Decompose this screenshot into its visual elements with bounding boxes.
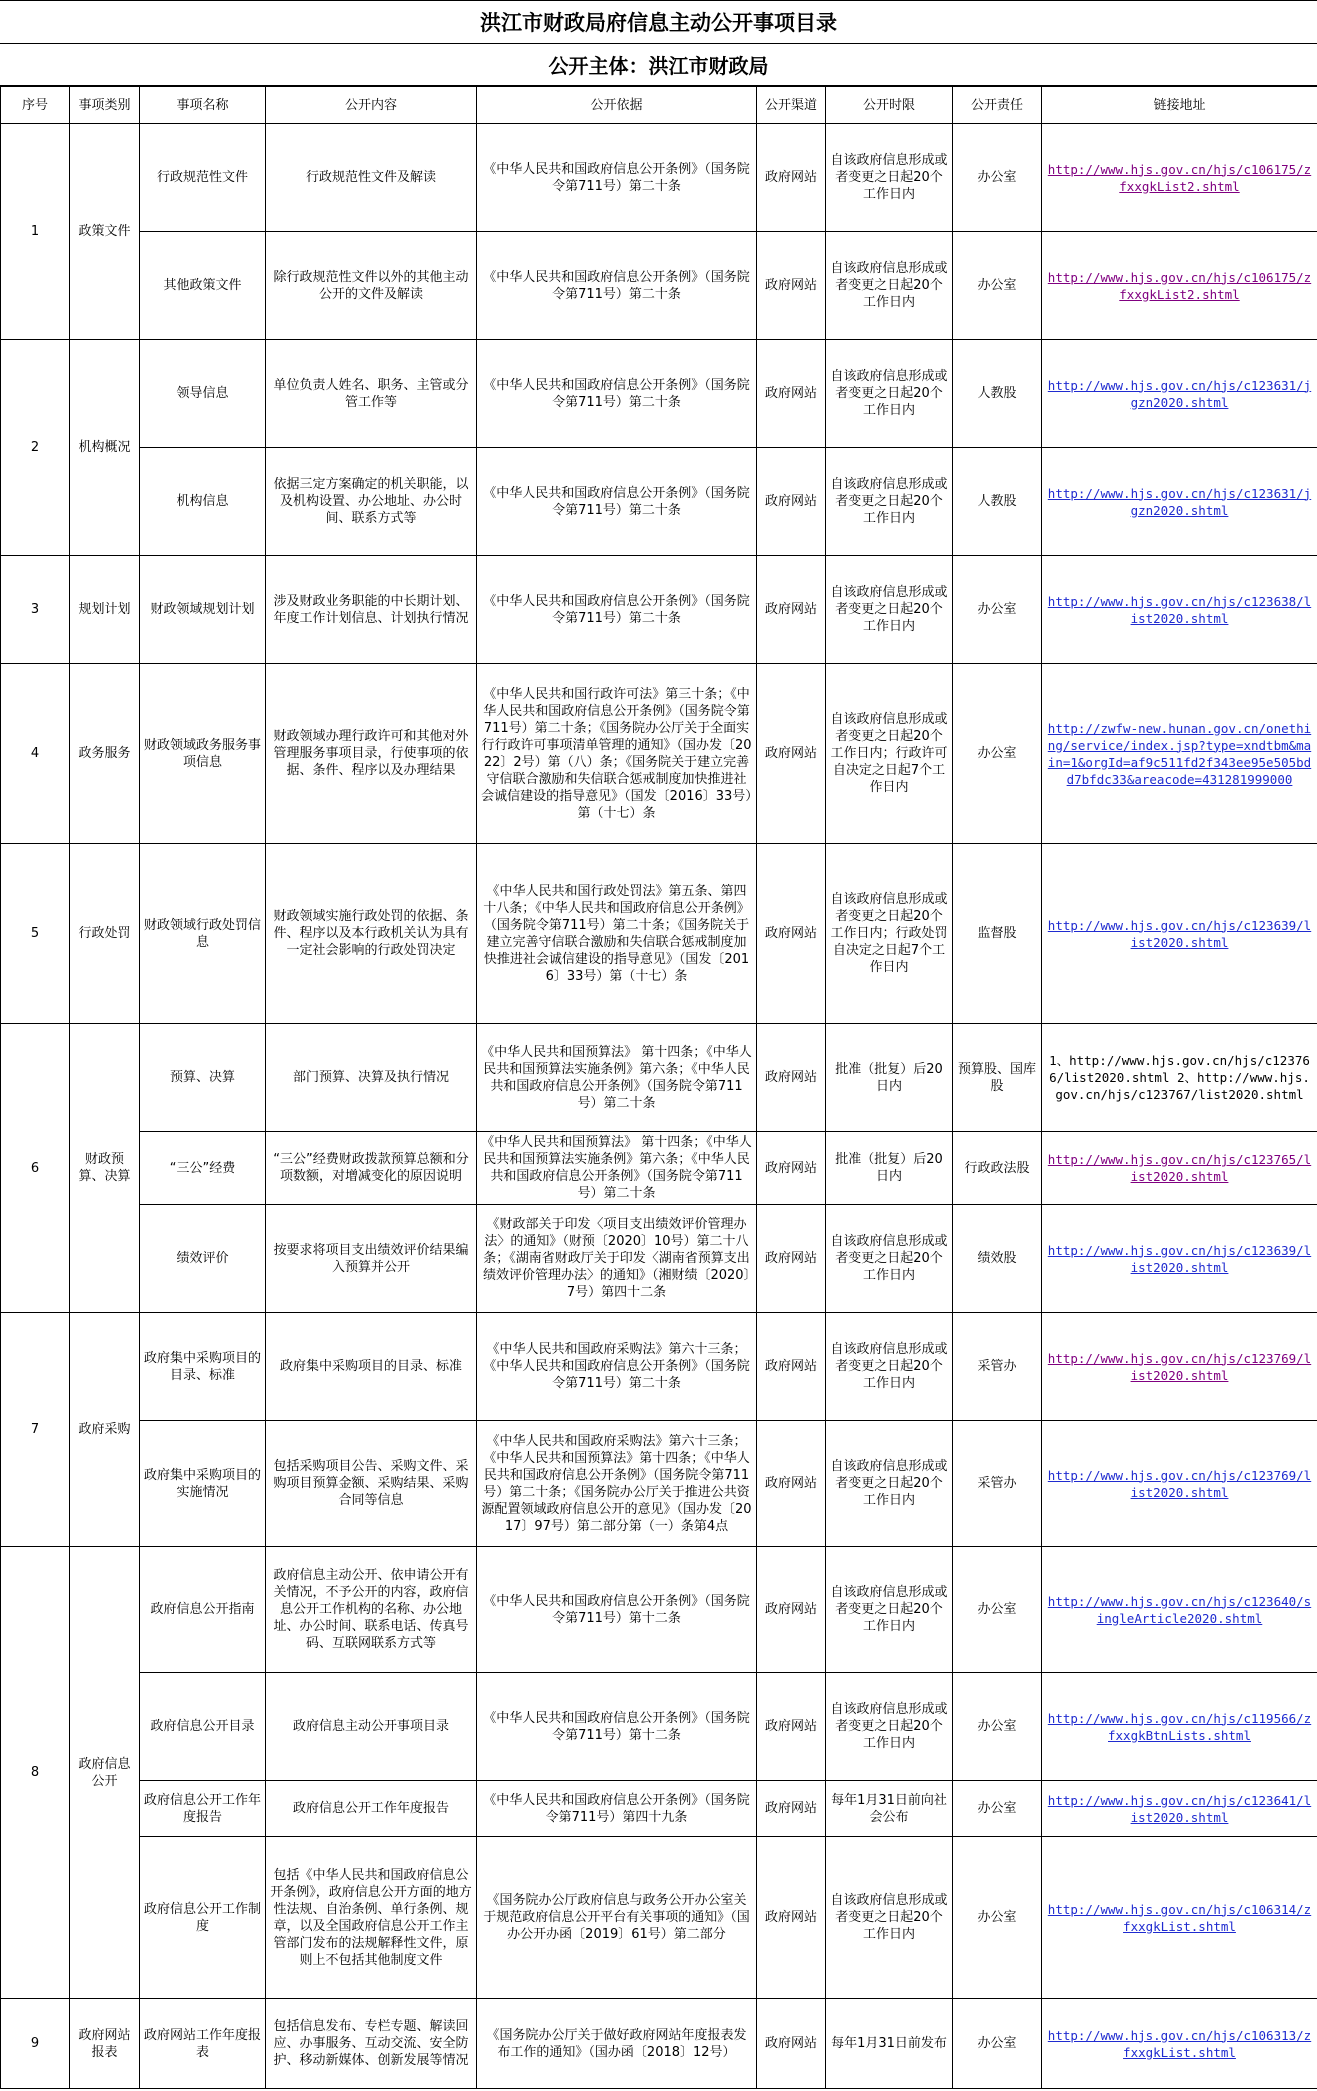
item-name: 政府信息公开目录 xyxy=(140,1673,266,1781)
header-row xyxy=(1,87,1317,124)
item-link-cell xyxy=(1042,844,1317,1024)
item-responsibility: 绩效股 xyxy=(953,1205,1042,1313)
row-category: 财政预算、决算 xyxy=(70,1024,140,1313)
item-channel: 政府网站 xyxy=(757,1205,826,1313)
item-time-limit: 自该政府信息形成或者变更之日起20个工作日内 xyxy=(826,232,953,340)
item-content: 除行政规范性文件以外的其他主动公开的文件及解读 xyxy=(266,232,477,340)
item-link[interactable]: http://www.hjs.gov.cn/hjs/c106313/zfxxgkList.shtml xyxy=(1047,2027,1312,2060)
item-content: 政府信息主动公开事项目录 xyxy=(266,1673,477,1781)
header-content: 公开内容 xyxy=(266,87,477,124)
header-channel: 公开渠道 xyxy=(757,87,826,124)
item-channel: 政府网站 xyxy=(757,1313,826,1421)
item-channel: 政府网站 xyxy=(757,340,826,448)
table-row xyxy=(1,448,1317,556)
header-no: 序号 xyxy=(1,87,70,124)
item-link-cell xyxy=(1042,1024,1317,1132)
item-name: 财政领域行政处罚信息 xyxy=(140,844,266,1024)
item-responsibility: 办公室 xyxy=(953,556,1042,664)
item-link-cell xyxy=(1042,1205,1317,1313)
row-no: 5 xyxy=(1,844,70,1024)
item-name: 机构信息 xyxy=(140,448,266,556)
item-name: 政府信息公开工作制度 xyxy=(140,1837,266,1999)
item-link[interactable]: http://www.hjs.gov.cn/hjs/c119566/zfxxgkBtnLists.shtml xyxy=(1047,1710,1312,1743)
item-content: 政府信息公开工作年度报告 xyxy=(266,1781,477,1837)
table-row xyxy=(1,340,1317,448)
row-category: 政府网站报表 xyxy=(70,1999,140,2089)
row-no: 7 xyxy=(1,1313,70,1547)
item-basis: 《中华人民共和国政府信息公开条例》（国务院令第711号）第十二条 xyxy=(477,1547,757,1673)
item-name: 财政领域规划计划 xyxy=(140,556,266,664)
item-time-limit: 自该政府信息形成或者变更之日起20个工作日内 xyxy=(826,556,953,664)
item-responsibility: 采管办 xyxy=(953,1421,1042,1547)
item-time-limit: 自该政府信息形成或者变更之日起20个工作日内 xyxy=(826,1313,953,1421)
item-content: 按要求将项目支出绩效评价结果编入预算并公开 xyxy=(266,1205,477,1313)
item-name: 政府网站工作年度报表 xyxy=(140,1999,266,2089)
item-content: 部门预算、决算及执行情况 xyxy=(266,1024,477,1132)
item-link-cell xyxy=(1042,1547,1317,1673)
catalog-table xyxy=(0,86,1317,2089)
item-channel: 政府网站 xyxy=(757,664,826,844)
item-basis: 《中华人民共和国政府信息公开条例》（国务院令第711号）第十二条 xyxy=(477,1673,757,1781)
item-link[interactable]: http://www.hjs.gov.cn/hjs/c123638/list2020.shtml xyxy=(1047,593,1312,626)
item-responsibility: 人教股 xyxy=(953,340,1042,448)
table-row xyxy=(1,1132,1317,1205)
row-category: 政策文件 xyxy=(70,124,140,340)
item-content: 财政领域办理行政许可和其他对外管理服务事项目录，行使事项的依据、条件、程序以及办理结果 xyxy=(266,664,477,844)
item-responsibility: 办公室 xyxy=(953,1999,1042,2089)
item-link-cell xyxy=(1042,448,1317,556)
item-content: 行政规范性文件及解读 xyxy=(266,124,477,232)
row-category: 行政处罚 xyxy=(70,844,140,1024)
item-channel: 政府网站 xyxy=(757,1024,826,1132)
item-link-cell xyxy=(1042,124,1317,232)
header-category: 事项类别 xyxy=(70,87,140,124)
item-basis: 《中华人民共和国政府信息公开条例》（国务院令第711号）第二十条 xyxy=(477,556,757,664)
item-link-cell xyxy=(1042,556,1317,664)
item-channel: 政府网站 xyxy=(757,1421,826,1547)
header-link: 链接地址 xyxy=(1042,87,1317,124)
item-link[interactable]: http://www.hjs.gov.cn/hjs/c123631/jgzn2020.shtml xyxy=(1047,377,1312,410)
item-channel: 政府网站 xyxy=(757,1999,826,2089)
table-row xyxy=(1,1547,1317,1673)
item-channel: 政府网站 xyxy=(757,1781,826,1837)
item-link[interactable]: http://www.hjs.gov.cn/hjs/c106314/zfxxgkList.shtml xyxy=(1047,1901,1312,1934)
item-time-limit: 批准（批复）后20日内 xyxy=(826,1132,953,1205)
item-link[interactable]: http://www.hjs.gov.cn/hjs/c106175/zfxxgkList2.shtml xyxy=(1047,161,1312,194)
table-row xyxy=(1,232,1317,340)
item-link-cell xyxy=(1042,1421,1317,1547)
item-link[interactable]: http://www.hjs.gov.cn/hjs/c123641/list2020.shtml xyxy=(1047,1792,1312,1825)
header-basis: 公开依据 xyxy=(477,87,757,124)
row-category: 机构概况 xyxy=(70,340,140,556)
item-time-limit: 自该政府信息形成或者变更之日起20个工作日内 xyxy=(826,1421,953,1547)
item-responsibility: 办公室 xyxy=(953,1781,1042,1837)
item-responsibility: 办公室 xyxy=(953,1837,1042,1999)
row-no: 8 xyxy=(1,1547,70,1999)
item-basis: 《中华人民共和国政府信息公开条例》（国务院令第711号）第二十条 xyxy=(477,232,757,340)
item-name: 绩效评价 xyxy=(140,1205,266,1313)
item-basis: 《中华人民共和国政府信息公开条例》（国务院令第711号）第四十九条 xyxy=(477,1781,757,1837)
item-time-limit: 批准（批复）后20日内 xyxy=(826,1024,953,1132)
item-channel: 政府网站 xyxy=(757,556,826,664)
item-link-cell xyxy=(1042,1781,1317,1837)
header-time-limit: 公开时限 xyxy=(826,87,953,124)
item-link-cell xyxy=(1042,1313,1317,1421)
item-responsibility: 办公室 xyxy=(953,232,1042,340)
table-row xyxy=(1,1999,1317,2089)
item-channel: 政府网站 xyxy=(757,1837,826,1999)
item-basis: 《中华人民共和国政府采购法》第六十三条；《中华人民共和国预算法》第十四条；《中华人民共和国政府信息公开条例》（国务院令第711号）第二十条；《国务院办公厅关于推进公共资源配置领域政府信息公开的意见》（国办发〔2017〕97号）第二部分第（一）条第4点 xyxy=(477,1421,757,1547)
item-name: “三公”经费 xyxy=(140,1132,266,1205)
item-responsibility: 监督股 xyxy=(953,844,1042,1024)
table-row xyxy=(1,556,1317,664)
item-basis: 《中华人民共和国行政许可法》第三十条；《中华人民共和国政府信息公开条例》（国务院令第711号）第二十条；《国务院办公厅关于全面实行行政许可事项清单管理的通知》（国办发〔2022〕2号）第（八）条；《国务院关于建立完善守信联合激励和失信联合惩戒制度加快推进社会诚信建设的指导意见》（国发〔2016〕33号）第（十七）条 xyxy=(477,664,757,844)
publisher-subject: 公开主体：洪江市财政局 xyxy=(0,44,1317,86)
row-no: 3 xyxy=(1,556,70,664)
item-basis: 《中华人民共和国预算法》 第十四条；《中华人民共和国预算法实施条例》第六条；《中华人民共和国政府信息公开条例》（国务院令第711号）第二十条 xyxy=(477,1024,757,1132)
item-responsibility: 采管办 xyxy=(953,1313,1042,1421)
row-category: 政务服务 xyxy=(70,664,140,844)
item-responsibility: 人教股 xyxy=(953,448,1042,556)
item-basis: 《中华人民共和国政府信息公开条例》（国务院令第711号）第二十条 xyxy=(477,448,757,556)
item-basis: 《国务院办公厅政府信息与政务公开办公室关于规范政府信息公开平台有关事项的通知》（国办公开办函〔2019〕61号）第二部分 xyxy=(477,1837,757,1999)
table-row xyxy=(1,1781,1317,1837)
item-link-cell xyxy=(1042,1837,1317,1999)
item-name: 领导信息 xyxy=(140,340,266,448)
item-time-limit: 自该政府信息形成或者变更之日起20个工作日内 xyxy=(826,1673,953,1781)
item-basis: 《中华人民共和国政府信息公开条例》（国务院令第711号）第二十条 xyxy=(477,124,757,232)
item-name: 政府信息公开工作年度报告 xyxy=(140,1781,266,1837)
item-channel: 政府网站 xyxy=(757,1132,826,1205)
item-name: 政府集中采购项目的实施情况 xyxy=(140,1421,266,1547)
item-responsibility: 办公室 xyxy=(953,1673,1042,1781)
item-content: 政府信息主动公开、依申请公开有关情况，不予公开的内容，政府信息公开工作机构的名称、办公地址、办公时间、联系电话、传真号码、互联网联系方式等 xyxy=(266,1547,477,1673)
header-item-name: 事项名称 xyxy=(140,87,266,124)
item-time-limit: 每年1月31日前向社会公布 xyxy=(826,1781,953,1837)
item-channel: 政府网站 xyxy=(757,232,826,340)
header-responsibility: 公开责任 xyxy=(953,87,1042,124)
row-no: 6 xyxy=(1,1024,70,1313)
table-row xyxy=(1,1421,1317,1547)
item-name: 政府集中采购项目的目录、标准 xyxy=(140,1313,266,1421)
item-basis: 《中华人民共和国行政处罚法》第五条、第四十八条；《中华人民共和国政府信息公开条例》（国务院令第711号）第二十条；《国务院关于建立完善守信联合激励和失信联合惩戒制度加快推进社会诚信建设的指导意见》（国发〔2016〕33号）第（十七）条 xyxy=(477,844,757,1024)
item-link-cell xyxy=(1042,664,1317,844)
item-responsibility: 办公室 xyxy=(953,124,1042,232)
item-link[interactable]: http://zwfw-new.hunan.gov.cn/onething/service/index.jsp?type=xndtbm&main=1&orgId=af9c511fd2f343ee95e505bdd7bfdc33&areacode=431281999000 xyxy=(1047,720,1312,787)
item-content: 政府集中采购项目的目录、标准 xyxy=(266,1313,477,1421)
item-link-cell xyxy=(1042,1673,1317,1781)
table-row xyxy=(1,1837,1317,1999)
item-channel: 政府网站 xyxy=(757,1547,826,1673)
item-responsibility: 预算股、国库股 xyxy=(953,1024,1042,1132)
row-category: 规划计划 xyxy=(70,556,140,664)
item-time-limit: 自该政府信息形成或者变更之日起20个工作日内；行政处罚自决定之日起7个工作日内 xyxy=(826,844,953,1024)
table-row xyxy=(1,1313,1317,1421)
item-content: 依据三定方案确定的机关职能，以及机构设置、办公地址、办公时间、联系方式等 xyxy=(266,448,477,556)
item-link-cell xyxy=(1042,340,1317,448)
item-time-limit: 自该政府信息形成或者变更之日起20个工作日内 xyxy=(826,1205,953,1313)
item-basis: 《国务院办公厅关于做好政府网站年度报表发布工作的通知》（国办函〔2018〕12号） xyxy=(477,1999,757,2089)
item-link[interactable]: http://www.hjs.gov.cn/hjs/c123769/list2020.shtml xyxy=(1047,1467,1312,1500)
item-channel: 政府网站 xyxy=(757,1673,826,1781)
item-time-limit: 自该政府信息形成或者变更之日起20个工作日内 xyxy=(826,124,953,232)
table-row xyxy=(1,124,1317,232)
table-row xyxy=(1,1673,1317,1781)
item-link-cell xyxy=(1042,232,1317,340)
item-responsibility: 办公室 xyxy=(953,1547,1042,1673)
item-responsibility: 行政政法股 xyxy=(953,1132,1042,1205)
row-category: 政府采购 xyxy=(70,1313,140,1547)
item-link[interactable]: http://www.hjs.gov.cn/hjs/c106175/zfxxgkList2.shtml xyxy=(1047,269,1312,302)
item-responsibility: 办公室 xyxy=(953,664,1042,844)
item-time-limit: 自该政府信息形成或者变更之日起20个工作日内；行政许可自决定之日起7个工作日内 xyxy=(826,664,953,844)
row-no: 2 xyxy=(1,340,70,556)
item-basis: 《中华人民共和国政府采购法》第六十三条；《中华人民共和国政府信息公开条例》（国务院令第711号）第二十条 xyxy=(477,1313,757,1421)
item-time-limit: 自该政府信息形成或者变更之日起20个工作日内 xyxy=(826,340,953,448)
item-link[interactable]: http://www.hjs.gov.cn/hjs/c123631/jgzn2020.shtml xyxy=(1047,485,1312,518)
row-no: 4 xyxy=(1,664,70,844)
item-content: “三公”经费财政拨款预算总额和分项数额，对增减变化的原因说明 xyxy=(266,1132,477,1205)
item-name: 其他政策文件 xyxy=(140,232,266,340)
item-time-limit: 自该政府信息形成或者变更之日起20个工作日内 xyxy=(826,1837,953,1999)
row-category: 政府信息公开 xyxy=(70,1547,140,1999)
item-time-limit: 自该政府信息形成或者变更之日起20个工作日内 xyxy=(826,1547,953,1673)
item-name: 财政领域政务服务事项信息 xyxy=(140,664,266,844)
row-no: 9 xyxy=(1,1999,70,2089)
item-channel: 政府网站 xyxy=(757,124,826,232)
item-link[interactable]: http://www.hjs.gov.cn/hjs/c123769/list2020.shtml xyxy=(1047,1350,1312,1383)
table-row xyxy=(1,664,1317,844)
item-link-cell xyxy=(1042,1132,1317,1205)
item-content: 财政领域实施行政处罚的依据、条件、程序以及本行政机关认为具有一定社会影响的行政处罚决定 xyxy=(266,844,477,1024)
table-row xyxy=(1,844,1317,1024)
item-link[interactable]: http://www.hjs.gov.cn/hjs/c123639/list2020.shtml xyxy=(1047,917,1312,950)
item-content: 单位负责人姓名、职务、主管或分管工作等 xyxy=(266,340,477,448)
item-channel: 政府网站 xyxy=(757,844,826,1024)
page-title: 洪江市财政局府信息主动公开事项目录 xyxy=(0,0,1317,44)
item-link-cell xyxy=(1042,1999,1317,2089)
item-link[interactable]: http://www.hjs.gov.cn/hjs/c123640/singleArticle2020.shtml xyxy=(1047,1593,1312,1626)
item-link[interactable]: http://www.hjs.gov.cn/hjs/c123765/list2020.shtml xyxy=(1047,1152,1312,1184)
item-basis: 《财政部关于印发〈项目支出绩效评价管理办法〉的通知》（财预〔2020〕10号）第二十八条；《湖南省财政厅关于印发〈湖南省预算支出绩效评价管理办法〉的通知》（湘财绩〔2020〕7号）第四十二条 xyxy=(477,1205,757,1313)
item-content: 涉及财政业务职能的中长期计划、年度工作计划信息、计划执行情况 xyxy=(266,556,477,664)
item-basis: 《中华人民共和国政府信息公开条例》（国务院令第711号）第二十条 xyxy=(477,340,757,448)
item-content: 包括采购项目公告、采购文件、采购项目预算金额、采购结果、采购合同等信息 xyxy=(266,1421,477,1547)
item-basis: 《中华人民共和国预算法》 第十四条；《中华人民共和国预算法实施条例》第六条；《中华人民共和国政府信息公开条例》（国务院令第711号）第二十条 xyxy=(477,1132,757,1205)
item-content: 包括《中华人民共和国政府信息公开条例》，政府信息公开方面的地方性法规、自治条例、单行条例、规章，以及全国政府信息公开工作主管部门发布的法规解释性文件，原则上不包括其他制度文件 xyxy=(266,1837,477,1999)
item-channel: 政府网站 xyxy=(757,448,826,556)
item-time-limit: 自该政府信息形成或者变更之日起20个工作日内 xyxy=(826,448,953,556)
item-content: 包括信息发布、专栏专题、解读回应、办事服务、互动交流、安全防护、移动新媒体、创新发展等情况 xyxy=(266,1999,477,2089)
item-name: 行政规范性文件 xyxy=(140,124,266,232)
table-row xyxy=(1,1205,1317,1313)
row-no: 1 xyxy=(1,124,70,340)
item-link[interactable]: http://www.hjs.gov.cn/hjs/c123639/list2020.shtml xyxy=(1047,1242,1312,1275)
item-name: 政府信息公开指南 xyxy=(140,1547,266,1673)
item-name: 预算、决算 xyxy=(140,1024,266,1132)
item-link[interactable]: 1、http://www.hjs.gov.cn/hjs/c123766/list2020.shtml 2、http://www.hjs.gov.cn/hjs/c123767/list2020.shtml xyxy=(1049,1053,1310,1102)
item-time-limit: 每年1月31日前发布 xyxy=(826,1999,953,2089)
table-row xyxy=(1,1024,1317,1132)
